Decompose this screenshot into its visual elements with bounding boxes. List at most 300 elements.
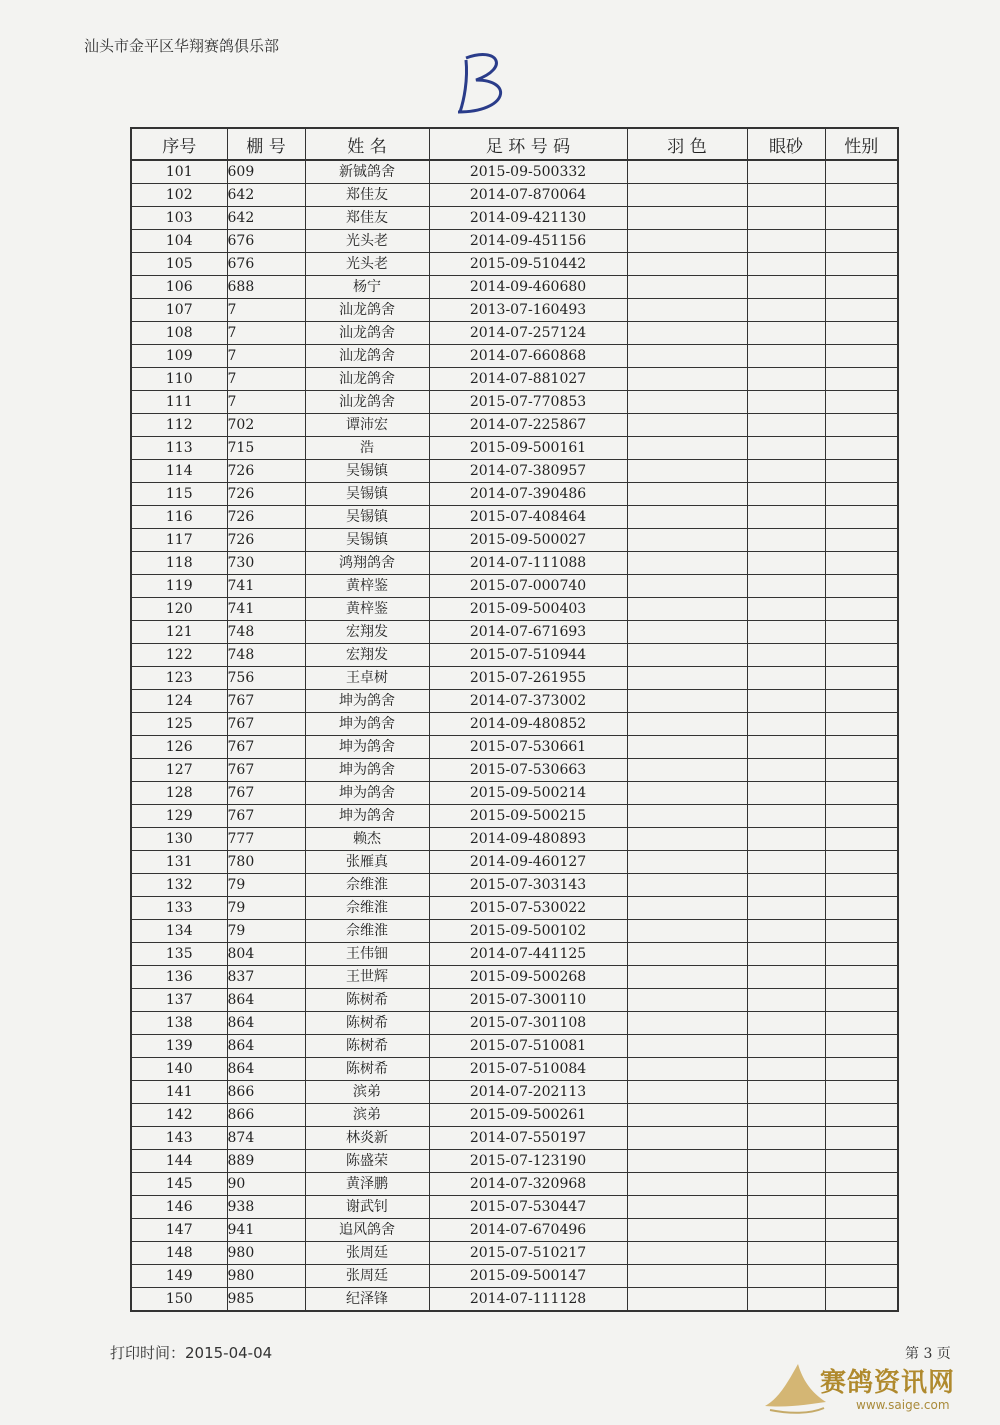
cell-eye [747,828,825,851]
cell-seq: 102 [131,184,227,207]
cell-name: 汕龙鸽舍 [305,368,429,391]
cell-loft: 642 [227,207,305,230]
cell-eye [747,1081,825,1104]
cell-name: 佘维淮 [305,897,429,920]
cell-color [627,851,747,874]
cell-seq: 145 [131,1173,227,1196]
cell-color [627,437,747,460]
cell-seq: 110 [131,368,227,391]
cell-ring: 2014-09-480852 [429,713,627,736]
cell-seq: 130 [131,828,227,851]
cell-sex [825,897,898,920]
cell-color [627,299,747,322]
cell-name: 林炎新 [305,1127,429,1150]
cell-loft: 874 [227,1127,305,1150]
cell-loft: 866 [227,1081,305,1104]
cell-ring: 2015-09-510442 [429,253,627,276]
cell-sex [825,575,898,598]
cell-eye [747,552,825,575]
cell-ring: 2015-07-510217 [429,1242,627,1265]
cell-color [627,1127,747,1150]
cell-eye [747,713,825,736]
cell-ring: 2015-07-000740 [429,575,627,598]
cell-loft: 748 [227,621,305,644]
cell-seq: 148 [131,1242,227,1265]
pigeon-roster-table [130,127,899,1312]
cell-loft: 864 [227,1012,305,1035]
watermark-url: www.saige.com [856,1398,950,1412]
cell-sex [825,1012,898,1035]
table-row [131,391,898,414]
watermark-text: 赛鸽资讯网 [820,1368,956,1398]
col-header-name: 姓 名 [305,128,429,160]
cell-loft: 7 [227,391,305,414]
cell-color [627,345,747,368]
cell-sex [825,276,898,299]
cell-color [627,782,747,805]
cell-sex [825,460,898,483]
table-row [131,1127,898,1150]
cell-name: 王伟钿 [305,943,429,966]
table-row [131,460,898,483]
cell-eye [747,782,825,805]
table-row [131,1058,898,1081]
cell-eye [747,1288,825,1312]
cell-sex [825,621,898,644]
cell-ring: 2015-09-500161 [429,437,627,460]
cell-ring: 2015-09-500027 [429,529,627,552]
cell-sex [825,1104,898,1127]
cell-ring: 2015-09-500147 [429,1265,627,1288]
cell-ring: 2015-07-261955 [429,667,627,690]
cell-eye [747,414,825,437]
cell-eye [747,897,825,920]
cell-eye [747,667,825,690]
cell-sex [825,506,898,529]
cell-sex [825,483,898,506]
cell-loft: 90 [227,1173,305,1196]
cell-sex [825,184,898,207]
cell-color [627,966,747,989]
cell-color [627,160,747,184]
cell-ring: 2014-07-111088 [429,552,627,575]
cell-seq: 138 [131,1012,227,1035]
cell-name: 坤为鸽舍 [305,713,429,736]
cell-eye [747,736,825,759]
cell-ring: 2015-09-500102 [429,920,627,943]
cell-sex [825,1058,898,1081]
cell-seq: 135 [131,943,227,966]
cell-color [627,575,747,598]
cell-loft: 702 [227,414,305,437]
cell-color [627,253,747,276]
cell-eye [747,483,825,506]
table-row [131,1196,898,1219]
table-row [131,437,898,460]
cell-seq: 103 [131,207,227,230]
cell-eye [747,529,825,552]
cell-seq: 123 [131,667,227,690]
cell-color [627,529,747,552]
cell-name: 坤为鸽舍 [305,805,429,828]
table-row [131,299,898,322]
cell-ring: 2015-07-301108 [429,1012,627,1035]
cell-sex [825,690,898,713]
cell-seq: 124 [131,690,227,713]
cell-loft: 938 [227,1196,305,1219]
cell-ring: 2014-09-451156 [429,230,627,253]
cell-eye [747,437,825,460]
table-row [131,506,898,529]
cell-sex [825,1035,898,1058]
cell-seq: 134 [131,920,227,943]
cell-color [627,667,747,690]
cell-loft: 864 [227,1035,305,1058]
cell-name: 坤为鸽舍 [305,736,429,759]
cell-color [627,460,747,483]
cell-name: 浩 [305,437,429,460]
cell-loft: 980 [227,1265,305,1288]
cell-name: 汕龙鸽舍 [305,322,429,345]
cell-name: 汕龙鸽舍 [305,345,429,368]
cell-name: 王世辉 [305,966,429,989]
cell-seq: 146 [131,1196,227,1219]
col-header-color: 羽 色 [627,128,747,160]
cell-sex [825,299,898,322]
table-row [131,1081,898,1104]
cell-seq: 131 [131,851,227,874]
cell-color [627,322,747,345]
cell-ring: 2015-07-300110 [429,989,627,1012]
cell-sex [825,368,898,391]
table-row [131,483,898,506]
cell-color [627,897,747,920]
cell-color [627,1035,747,1058]
cell-name: 张周廷 [305,1242,429,1265]
cell-sex [825,989,898,1012]
cell-loft: 864 [227,1058,305,1081]
cell-color [627,943,747,966]
cell-ring: 2013-07-160493 [429,299,627,322]
cell-eye [747,253,825,276]
cell-loft: 748 [227,644,305,667]
cell-sex [825,943,898,966]
cell-eye [747,322,825,345]
table-row [131,1242,898,1265]
cell-color [627,276,747,299]
cell-name: 佘维淮 [305,920,429,943]
cell-seq: 136 [131,966,227,989]
cell-color [627,414,747,437]
cell-name: 吴锡镇 [305,483,429,506]
cell-eye [747,943,825,966]
cell-sex [825,1173,898,1196]
cell-loft: 767 [227,713,305,736]
cell-eye [747,1173,825,1196]
cell-sex [825,1127,898,1150]
cell-eye [747,1035,825,1058]
cell-name: 佘维淮 [305,874,429,897]
cell-seq: 106 [131,276,227,299]
cell-color [627,483,747,506]
cell-loft: 79 [227,897,305,920]
cell-loft: 79 [227,874,305,897]
cell-color [627,690,747,713]
cell-color [627,552,747,575]
cell-eye [747,1012,825,1035]
table-row [131,920,898,943]
table-row [131,1012,898,1035]
cell-ring: 2014-07-660868 [429,345,627,368]
cell-loft: 7 [227,345,305,368]
table-row [131,621,898,644]
table-row [131,1219,898,1242]
cell-ring: 2015-07-530661 [429,736,627,759]
cell-color [627,736,747,759]
cell-sex [825,414,898,437]
cell-seq: 120 [131,598,227,621]
cell-seq: 150 [131,1288,227,1312]
handwritten-mark-stroke [448,40,528,120]
cell-loft: 676 [227,230,305,253]
cell-eye [747,575,825,598]
table-row [131,322,898,345]
cell-ring: 2014-07-111128 [429,1288,627,1312]
cell-loft: 726 [227,506,305,529]
cell-seq: 117 [131,529,227,552]
cell-eye [747,1242,825,1265]
cell-ring: 2014-07-441125 [429,943,627,966]
cell-loft: 767 [227,759,305,782]
cell-seq: 144 [131,1150,227,1173]
cell-loft: 804 [227,943,305,966]
cell-sex [825,391,898,414]
col-header-eye: 眼砂 [747,128,825,160]
cell-loft: 726 [227,529,305,552]
cell-loft: 985 [227,1288,305,1312]
cell-eye [747,805,825,828]
cell-loft: 688 [227,276,305,299]
cell-eye [747,851,825,874]
cell-color [627,1173,747,1196]
col-header-loft: 棚 号 [227,128,305,160]
cell-loft: 7 [227,368,305,391]
cell-loft: 777 [227,828,305,851]
cell-name: 郑佳友 [305,184,429,207]
table-row [131,1288,898,1312]
cell-loft: 741 [227,598,305,621]
cell-color [627,506,747,529]
cell-ring: 2015-09-500215 [429,805,627,828]
cell-name: 王卓树 [305,667,429,690]
cell-color [627,230,747,253]
cell-sex [825,805,898,828]
cell-seq: 137 [131,989,227,1012]
cell-sex [825,874,898,897]
table-row [131,943,898,966]
cell-sex [825,644,898,667]
cell-name: 坤为鸽舍 [305,690,429,713]
cell-ring: 2014-07-671693 [429,621,627,644]
cell-loft: 767 [227,782,305,805]
cell-name: 光头老 [305,253,429,276]
cell-sex [825,1242,898,1265]
table-row [131,276,898,299]
cell-ring: 2015-07-530447 [429,1196,627,1219]
cell-name: 宏翔发 [305,621,429,644]
cell-name: 杨宁 [305,276,429,299]
table-row [131,160,898,184]
col-header-ring: 足 环 号 码 [429,128,627,160]
cell-loft: 767 [227,805,305,828]
cell-ring: 2014-09-460127 [429,851,627,874]
cell-seq: 127 [131,759,227,782]
cell-color [627,759,747,782]
cell-loft: 676 [227,253,305,276]
cell-color [627,598,747,621]
cell-sex [825,1288,898,1312]
cell-loft: 767 [227,736,305,759]
cell-ring: 2014-07-373002 [429,690,627,713]
cell-name: 陈树希 [305,989,429,1012]
cell-sex [825,1265,898,1288]
cell-seq: 147 [131,1219,227,1242]
table-row [131,759,898,782]
cell-seq: 107 [131,299,227,322]
cell-sex [825,782,898,805]
cell-seq: 149 [131,1265,227,1288]
cell-name: 坤为鸽舍 [305,759,429,782]
cell-ring: 2014-07-257124 [429,322,627,345]
cell-loft: 730 [227,552,305,575]
cell-loft: 642 [227,184,305,207]
cell-ring: 2015-09-500332 [429,160,627,184]
cell-seq: 105 [131,253,227,276]
print-time: 打印时间：2015-04-04 [110,1344,273,1362]
cell-sex [825,345,898,368]
cell-loft: 756 [227,667,305,690]
cell-ring: 2014-07-670496 [429,1219,627,1242]
cell-eye [747,276,825,299]
cell-seq: 112 [131,414,227,437]
cell-seq: 108 [131,322,227,345]
cell-eye [747,759,825,782]
cell-sex [825,966,898,989]
cell-ring: 2015-09-500214 [429,782,627,805]
cell-color [627,621,747,644]
cell-sex [825,1150,898,1173]
cell-seq: 125 [131,713,227,736]
cell-loft: 7 [227,299,305,322]
cell-sex [825,598,898,621]
cell-ring: 2015-07-510081 [429,1035,627,1058]
cell-eye [747,1265,825,1288]
cell-eye [747,1127,825,1150]
cell-eye [747,230,825,253]
cell-eye [747,920,825,943]
cell-loft: 609 [227,160,305,184]
cell-seq: 113 [131,437,227,460]
table-row [131,1035,898,1058]
cell-ring: 2015-07-530663 [429,759,627,782]
table-row [131,874,898,897]
cell-ring: 2015-09-500403 [429,598,627,621]
cell-color [627,1265,747,1288]
cell-eye [747,391,825,414]
cell-eye [747,1150,825,1173]
cell-name: 追风鸽舍 [305,1219,429,1242]
cell-loft: 866 [227,1104,305,1127]
cell-sex [825,322,898,345]
cell-color [627,1058,747,1081]
cell-color [627,368,747,391]
cell-eye [747,506,825,529]
cell-sex [825,552,898,575]
cell-sex [825,160,898,184]
cell-ring: 2014-07-870064 [429,184,627,207]
table-row [131,230,898,253]
cell-name: 新铖鸽舍 [305,160,429,184]
cell-ring: 2015-07-510944 [429,644,627,667]
table-row [131,529,898,552]
cell-loft: 79 [227,920,305,943]
cell-ring: 2015-07-408464 [429,506,627,529]
cell-seq: 140 [131,1058,227,1081]
cell-eye [747,345,825,368]
cell-color [627,1288,747,1312]
cell-color [627,874,747,897]
table-row [131,207,898,230]
table-row [131,782,898,805]
cell-seq: 118 [131,552,227,575]
cell-ring: 2015-09-500268 [429,966,627,989]
cell-name: 张周廷 [305,1265,429,1288]
page-number: 第 3 页 [905,1346,951,1362]
table-row [131,253,898,276]
cell-ring: 2014-09-421130 [429,207,627,230]
cell-loft: 741 [227,575,305,598]
cell-ring: 2014-07-390486 [429,483,627,506]
cell-color [627,391,747,414]
cell-ring: 2014-07-550197 [429,1127,627,1150]
cell-seq: 122 [131,644,227,667]
table-row [131,805,898,828]
cell-loft: 941 [227,1219,305,1242]
cell-sex [825,851,898,874]
cell-color [627,713,747,736]
cell-ring: 2014-07-380957 [429,460,627,483]
table-row [131,598,898,621]
cell-sex [825,230,898,253]
cell-color [627,1081,747,1104]
cell-name: 陈树希 [305,1012,429,1035]
cell-eye [747,644,825,667]
col-header-seq: 序号 [131,128,227,160]
cell-name: 吴锡镇 [305,506,429,529]
table-row [131,184,898,207]
cell-ring: 2015-09-500261 [429,1104,627,1127]
cell-ring: 2015-07-770853 [429,391,627,414]
cell-sex [825,1081,898,1104]
cell-name: 谭沛宏 [305,414,429,437]
cell-name: 汕龙鸽舍 [305,391,429,414]
cell-loft: 980 [227,1242,305,1265]
cell-ring: 2015-07-123190 [429,1150,627,1173]
table-row [131,667,898,690]
cell-eye [747,989,825,1012]
cell-eye [747,1058,825,1081]
table-row [131,414,898,437]
